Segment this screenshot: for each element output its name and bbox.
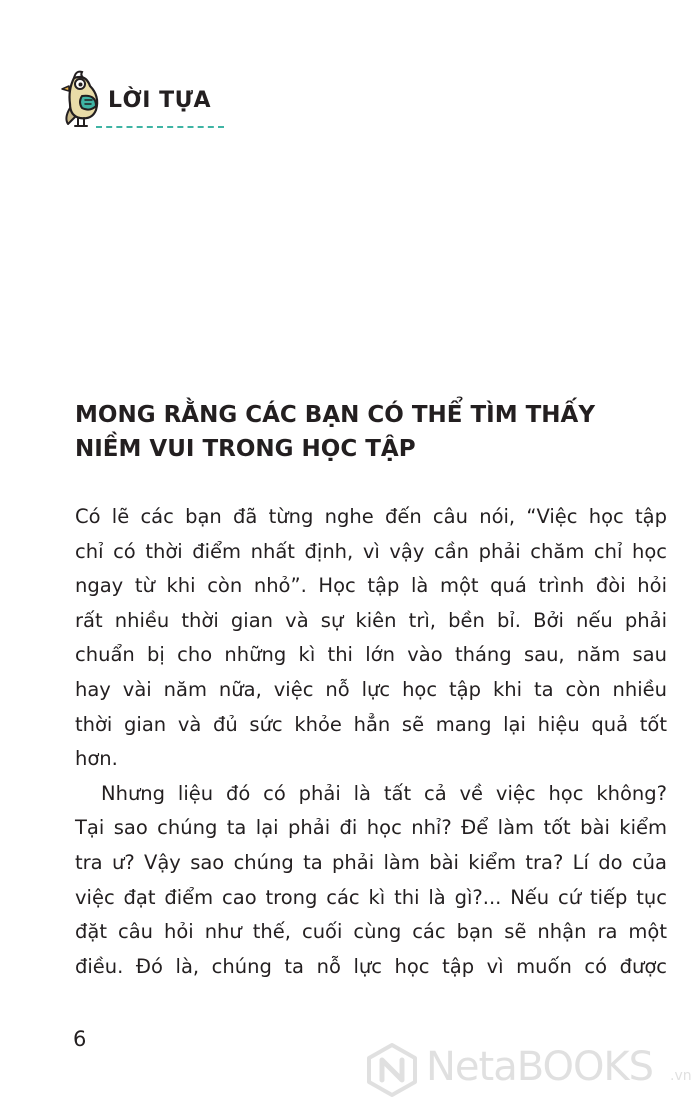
netabooks-logo-icon	[364, 1042, 420, 1098]
text-line: tra ư? Vậy sao chúng ta phải làm bài kiểm tra? Lí do của	[75, 850, 667, 874]
paragraph	[75, 500, 667, 777]
text-line: thời gian và đủ sức khỏe hẳn sẽ mang lại hiệu quả tốt	[75, 712, 667, 736]
text-line: điều. Đó là, chúng ta nỗ lực học tập vì muốn có được	[75, 954, 667, 978]
text-line: Nhưng liệu đó có phải là tất cả về việc học không?	[101, 781, 667, 805]
text-line: Có lẽ các bạn đã từng nghe đến câu nói, “Việc học tập	[75, 505, 667, 528]
text-line: hơn.	[75, 747, 118, 771]
text-line: chuẩn bị cho những kì thi lớn vào tháng sau, năm sau	[75, 643, 667, 667]
owl-bird-icon	[56, 66, 106, 130]
watermark-text: NetaBOOKS	[426, 1044, 654, 1090]
text-line: Tại sao chúng ta lại phải đi học nhỉ? Để làm tốt bài kiểm	[75, 816, 667, 840]
page-number: 6	[73, 1027, 87, 1051]
heading-line: MONG RẰNG CÁC BẠN CÓ THỂ TÌM THẤY	[75, 402, 596, 428]
watermark-suffix: .vn	[670, 1068, 692, 1084]
text-line: việc đạt điểm cao trong các kì thi là gì?... Nếu cứ tiếp tục	[75, 885, 667, 909]
chapter-heading	[75, 398, 655, 466]
body-text	[75, 500, 667, 984]
section-header	[56, 66, 236, 136]
text-line: rất nhiều thời gian và sự kiên trì, bền bỉ. Bởi nếu phải	[75, 608, 667, 632]
header-dashed-underline	[96, 126, 224, 128]
text-line: ngay từ khi còn nhỏ”. Học tập là một quá trình đòi hỏi	[75, 574, 667, 598]
section-title: LỜI TỰA	[108, 88, 211, 113]
text-line: hay vài năm nữa, việc nỗ lực học tập khi ta còn nhiều	[75, 677, 667, 701]
watermark	[364, 1040, 694, 1100]
text-line: chỉ có thời điểm nhất định, vì vậy cần phải chăm chỉ học	[75, 539, 667, 563]
heading-line: NIỀM VUI TRONG HỌC TẬP	[75, 436, 416, 462]
paragraph	[75, 777, 667, 985]
text-line: đặt câu hỏi như thế, cuối cùng các bạn sẽ nhận ra một	[75, 920, 667, 944]
